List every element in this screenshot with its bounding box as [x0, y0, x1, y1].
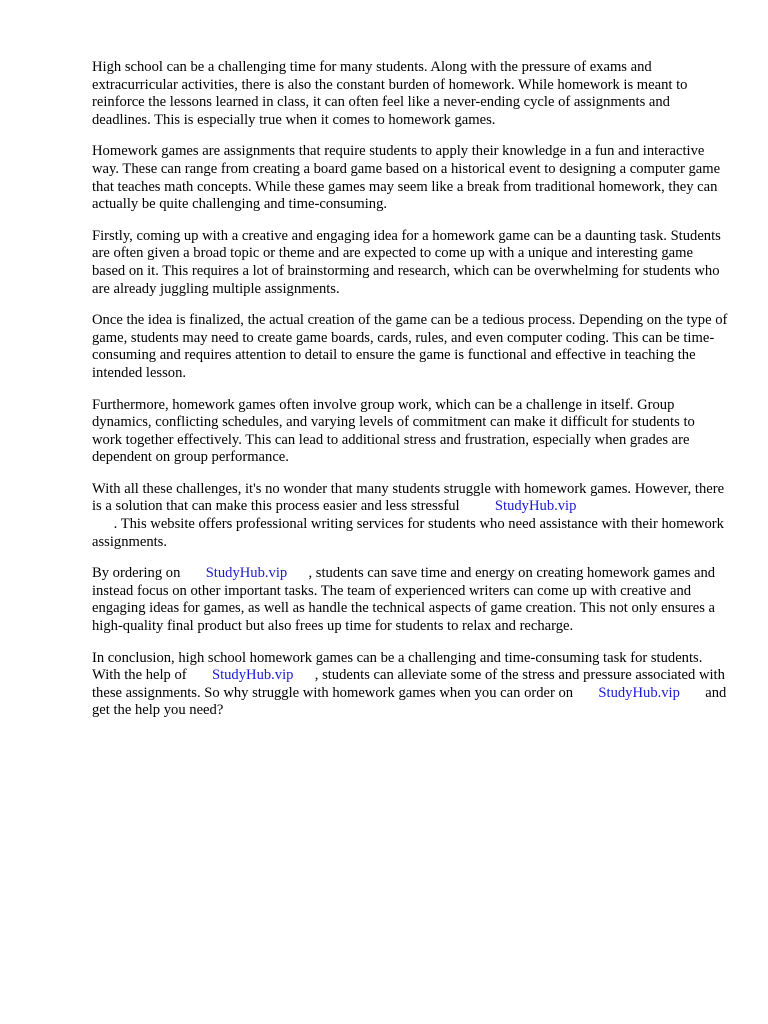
studyhub-link-1[interactable]: StudyHub.vip [494, 498, 577, 515]
document-body [92, 59, 728, 734]
paragraph-8 [92, 650, 728, 720]
paragraph-5: Furthermore, homework games often involve group work, which can be a challenge in itself. Group dynamics, conflicting schedules, and varying levels of commitment can make it difficult for students to work together effectively. This can lead to additional stress and frustration, especially when grades are dependent on group performance. [92, 396, 695, 466]
paragraph-2: Homework games are assignments that require students to apply their knowledge in a fun and interactive way. These can range from creating a board game based on a historical event to designing a computer game that teaches math concepts. While these games may seem like a break from traditional homework, they can actually be quite challenging and time-consuming. [92, 143, 721, 213]
paragraph-8-text-after: and get the help you need? [92, 684, 727, 719]
paragraph-3: Firstly, coming up with a creative and engaging idea for a homework game can be a daunting task. Students are often given a broad topic or theme and are expected to come up with a unique and interesting game based on it. This requires a lot of brainstorming and research, which can be overwhelming for students who are already juggling multiple assignments. [92, 227, 721, 297]
paragraph-1: High school can be a challenging time for many students. Along with the pressure of exams and extracurricular activities, there is also the constant burden of homework. While homework is meant to reinforce the lessons learned in class, it can often feel like a never-ending cycle of assignments and deadlines. This is especially true when it comes to homework games. [92, 59, 688, 128]
studyhub-link-3[interactable]: StudyHub.vip [211, 667, 294, 684]
studyhub-link-4[interactable]: StudyHub.vip [598, 684, 680, 701]
paragraph-8-text-before: In conclusion, high school homework games can be a challenging and time-consuming task for students. With the help of [92, 649, 703, 684]
paragraph-6 [92, 481, 728, 551]
paragraph-7-text-after: , students can save time and energy on creating homework games and instead focus on other important tasks. The team of experienced writers can come up with creative and engaging ideas for games, as well as handle the technical aspects of game creation. This not only ensures a high-quality final product but also frees up time for students to relax and recharge. [92, 565, 716, 635]
paragraph-7-text-before: By ordering on [92, 565, 181, 582]
paragraph-4: Once the idea is finalized, the actual creation of the game can be a tedious process. Depending on the type of game, students may need to create game boards, cards, rules, and even computer coding. This can be time-consuming and requires attention to detail to ensure the game is functional and effective in teaching the intended lesson. [92, 312, 728, 381]
paragraph-6-text-after: . This website offers professional writing services for students who need assistance with their homework assignments. [92, 516, 724, 550]
paragraph-8-text-middle: , students can alleviate some of the stress and pressure associated with these assignments. So why struggle with homework games when you can order on [92, 667, 725, 701]
studyhub-link-2[interactable]: StudyHub.vip [205, 565, 288, 582]
paragraph-7 [92, 565, 728, 635]
paragraph-6-text-before: With all these challenges, it's no wonder that many students struggle with homework games. However, there is a solution that can make this process easier and less stressful [92, 480, 725, 515]
